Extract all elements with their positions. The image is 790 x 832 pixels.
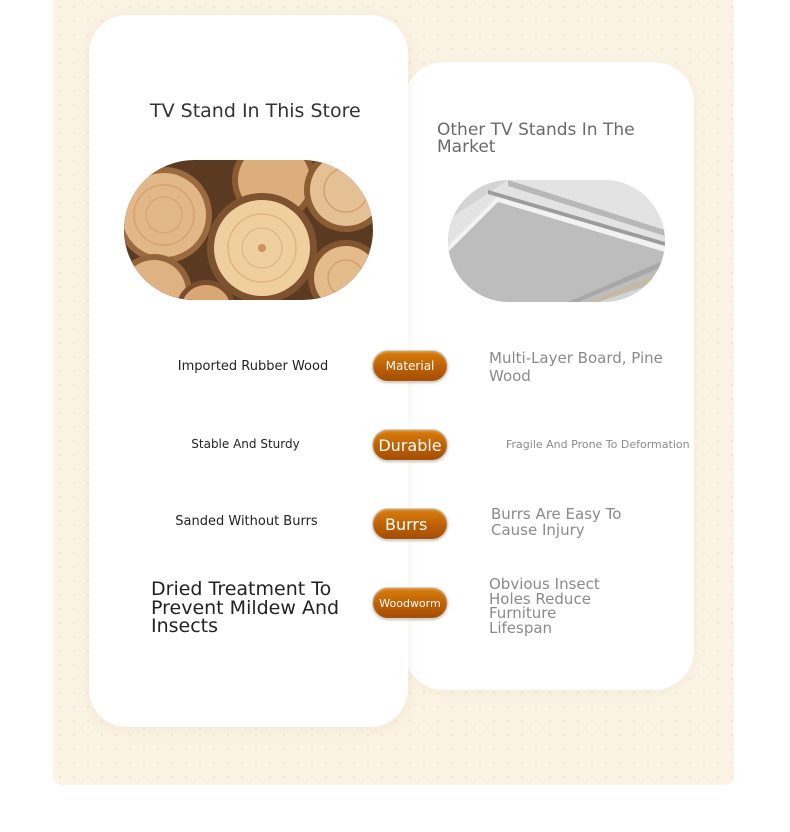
- multi-layer-board-image: [448, 180, 665, 302]
- badge-woodworm: Woodworm: [372, 587, 448, 619]
- store-feature-woodworm: Dried Treatment To Prevent Mildew And Insects: [151, 578, 340, 637]
- badge-durable: Durable: [372, 429, 448, 461]
- rubber-wood-logs-image: [124, 160, 373, 300]
- badge-burrs: Burrs: [372, 508, 448, 540]
- market-feature-woodworm: Obvious Insect Holes Reduce Furniture Lifespan: [489, 575, 600, 637]
- market-title: Other TV Stands In The Market: [437, 120, 635, 157]
- store-feature-durable: Stable And Sturdy: [191, 437, 300, 451]
- store-feature-burrs: Sanded Without Burrs: [175, 514, 318, 529]
- badge-material: Material: [372, 350, 448, 382]
- market-feature-burrs: Burrs Are Easy To Cause Injury: [491, 505, 622, 539]
- market-feature-material: Multi-Layer Board, Pine Wood: [489, 349, 663, 385]
- store-title: TV Stand In This Store: [150, 100, 361, 122]
- store-feature-material: Imported Rubber Wood: [177, 359, 329, 374]
- market-feature-durable: Fragile And Prone To Deformation: [506, 438, 690, 451]
